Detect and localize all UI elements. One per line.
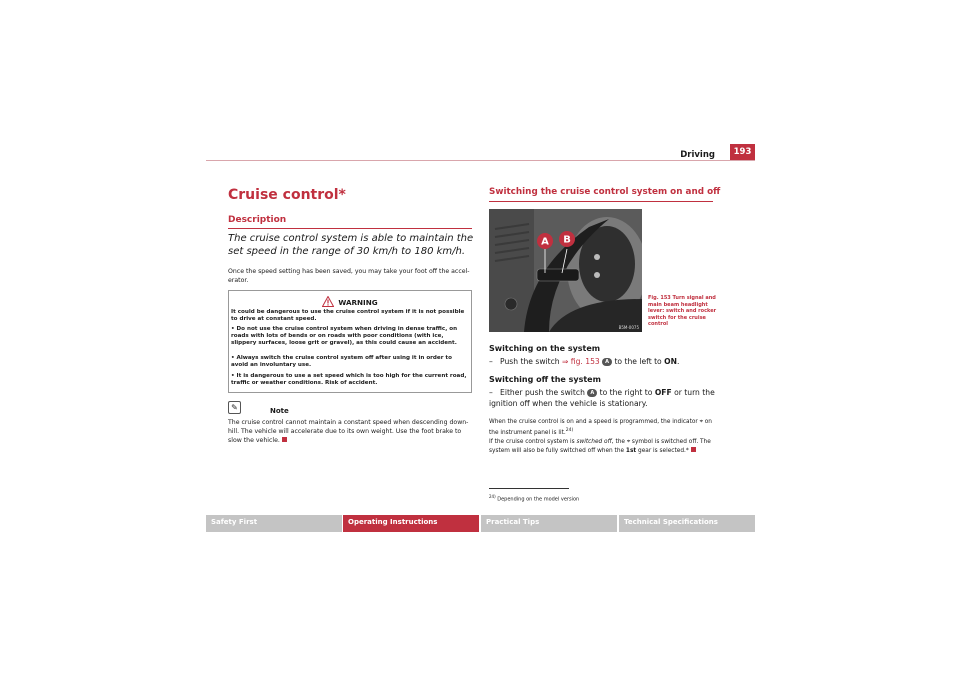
- footnote-number: 24): [489, 494, 496, 499]
- switch-badge-a: A: [587, 389, 597, 397]
- info-text: gear is selected.*: [638, 447, 689, 454]
- note-body: The cruise control cannot maintain a constant speed when descending down-hill. The vehicle will accelerate due to its own weight. Use the foot brake to slow the vehicle.: [228, 419, 469, 444]
- page-number: 193: [730, 144, 755, 160]
- warning-item: • Always switch the cruise control system off after using it in order to avoid an involuntary use.: [231, 355, 452, 368]
- intro-paragraph: Once the speed setting has been saved, you may take your foot off the accel-erator.: [228, 268, 470, 284]
- step-text: or turn the ignition off when the vehicle is stationary.: [489, 388, 715, 408]
- step-end: .: [676, 357, 680, 366]
- step-dash: –: [489, 388, 493, 397]
- step-text: to the left to: [614, 357, 662, 366]
- section-rule: [489, 201, 713, 202]
- warning-box: [228, 290, 472, 393]
- footnote-ref: 24): [565, 427, 574, 433]
- step-text: to the right to: [599, 388, 653, 397]
- state-off: OFF: [654, 388, 672, 397]
- warning-heading: [229, 296, 471, 307]
- info-text: , the ⌖ symbol is switched off. The system will also be fully switched off when the: [489, 439, 711, 454]
- note-text: [228, 418, 476, 445]
- note-icon: ✎: [228, 401, 241, 414]
- switch-on-heading: Switching on the system: [489, 344, 601, 353]
- note-label: Note: [270, 407, 289, 415]
- section-title: Driving: [680, 150, 715, 160]
- state-on: ON: [664, 357, 677, 366]
- tab-operating-instructions[interactable]: Operating Instructions: [343, 515, 479, 532]
- figure-label-b: B: [563, 234, 571, 246]
- info-indicator-paragraph: [489, 418, 714, 437]
- subtitle-rule: [228, 228, 472, 229]
- info-switched-off-paragraph: [489, 438, 714, 455]
- warning-item: • Do not use the cruise control system when driving in dense traffic, on roads with lots of bends or on roads with poor conditions (with ice, slippery surfaces, loose grit or gravel), as this could cause an accident.: [231, 326, 458, 346]
- switch-badge-a: A: [602, 358, 612, 366]
- step-text: Either push the switch: [500, 388, 585, 397]
- footnote: [489, 494, 579, 503]
- header-rule: [206, 160, 755, 161]
- info-gear: 1st: [625, 447, 637, 454]
- steering-wheel-illustration: [489, 209, 642, 332]
- page-title: Cruise control*: [228, 187, 346, 203]
- warning-title: WARNING: [338, 298, 378, 307]
- step-text: Push the switch: [500, 357, 560, 366]
- figure-caption: Fig. 153 Turn signal and main beam headlight lever: switch and rocker switch for the cruise control: [648, 295, 717, 327]
- step-dash: –: [489, 357, 493, 366]
- warning-item: It could be dangerous to use the cruise control system if it is not possible to drive at constant speed.: [231, 309, 465, 322]
- info-text: When the cruise control is on and a speed is programmed, the indicator ⌖ on the instrument panel is lit.: [489, 419, 712, 436]
- tab-safety-first[interactable]: Safety First: [206, 515, 342, 532]
- figure-code: B5M-0075: [618, 325, 639, 330]
- section-heading: Switching the cruise control system on and off: [489, 187, 721, 197]
- end-of-section-marker: [691, 447, 696, 452]
- warning-triangle-icon: [322, 296, 334, 307]
- tab-practical-tips[interactable]: Practical Tips: [481, 515, 617, 532]
- footnote-text: Depending on the model version: [497, 496, 580, 503]
- info-emphasis: switched off: [576, 439, 612, 445]
- footnote-rule: [489, 488, 569, 489]
- info-text: If the cruise control system is: [489, 439, 575, 445]
- switch-off-step: [489, 387, 719, 409]
- figure-label-a: A: [541, 236, 549, 248]
- switch-on-step: [489, 357, 679, 366]
- lead-paragraph: The cruise control system is able to maintain the set speed in the range of 30 km/h to 180 km/h.: [228, 233, 474, 257]
- switch-off-heading: Switching off the system: [489, 375, 601, 384]
- section-subtitle: Description: [228, 215, 287, 225]
- end-of-section-marker: [282, 437, 287, 442]
- warning-item: • It is dangerous to use a set speed which is too high for the current road, traffic or weather conditions. Risk of accident.: [231, 373, 467, 386]
- figure-steering-wheel: [489, 209, 642, 332]
- tab-technical-specifications[interactable]: Technical Specifications: [619, 515, 755, 532]
- figure-reference-link[interactable]: ⇒ fig. 153: [562, 357, 600, 366]
